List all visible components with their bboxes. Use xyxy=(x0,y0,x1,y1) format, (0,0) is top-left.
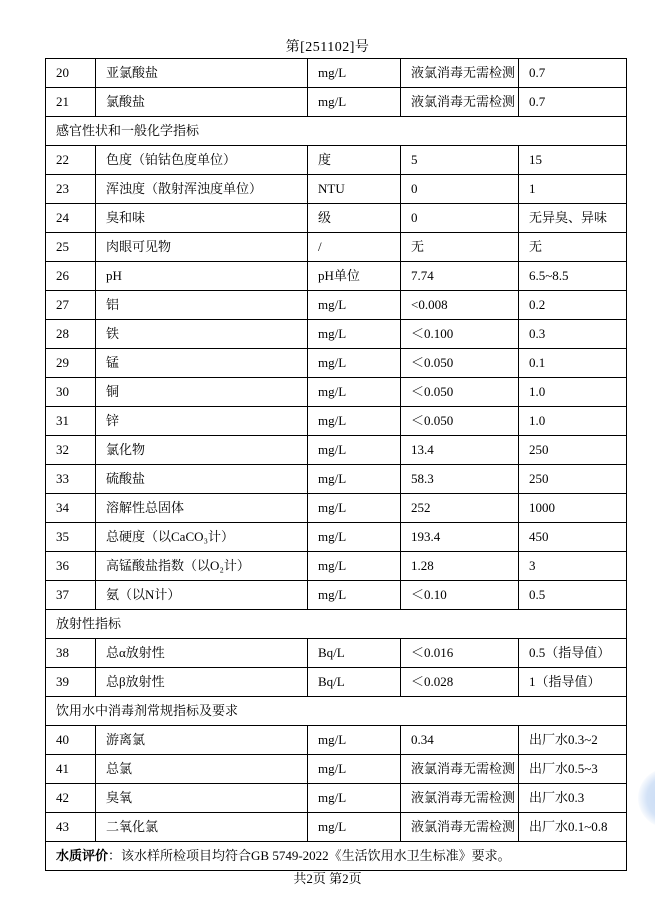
cell-value: 0 xyxy=(401,175,519,204)
cell-unit: mg/L xyxy=(308,349,401,378)
cell-value: 7.74 xyxy=(401,262,519,291)
cell-no: 22 xyxy=(46,146,96,175)
cell-value: 液氯消毒无需检测 xyxy=(401,755,519,784)
cell-unit: mg/L xyxy=(308,407,401,436)
cell-unit: 级 xyxy=(308,204,401,233)
table-row xyxy=(46,88,627,117)
cell-no: 27 xyxy=(46,291,96,320)
doc-number: 第[251102]号 xyxy=(285,40,370,55)
cell-no: 35 xyxy=(46,523,96,552)
cell-limit: 出厂水0.3~2 xyxy=(519,726,627,755)
evaluation-label: 水质评价 xyxy=(56,848,109,863)
cell-unit: mg/L xyxy=(308,465,401,494)
cell-no: 25 xyxy=(46,233,96,262)
table-row xyxy=(46,784,627,813)
cell-no: 41 xyxy=(46,755,96,784)
section-header: 饮用水中消毒剂常规指标及要求 xyxy=(46,697,627,726)
section-header: 感官性状和一般化学指标 xyxy=(46,117,627,146)
cell-value: 0.34 xyxy=(401,726,519,755)
cell-name: 氯化物 xyxy=(96,436,308,465)
cell-name: 氨（以N计） xyxy=(96,581,308,610)
section-header: 放射性指标 xyxy=(46,610,627,639)
cell-limit: 0.7 xyxy=(519,88,627,117)
water-quality-table-body xyxy=(46,59,627,871)
cell-name: 硫酸盐 xyxy=(96,465,308,494)
cell-value: ＜0.050 xyxy=(401,407,519,436)
cell-value: 无 xyxy=(401,233,519,262)
cell-value: 5 xyxy=(401,146,519,175)
cell-name: 色度（铂钴色度单位） xyxy=(96,146,308,175)
cell-value: ＜0.016 xyxy=(401,639,519,668)
cell-name: 氯酸盐 xyxy=(96,88,308,117)
table-row xyxy=(46,146,627,175)
table-row xyxy=(46,378,627,407)
cell-limit: 0.2 xyxy=(519,291,627,320)
table-row xyxy=(46,349,627,378)
cell-unit: mg/L xyxy=(308,494,401,523)
cell-unit: mg/L xyxy=(308,59,401,88)
page-footer: 共2页 第2页 xyxy=(293,871,362,886)
cell-value: ＜0.050 xyxy=(401,378,519,407)
cell-name: 总α放射性 xyxy=(96,639,308,668)
cell-name: pH xyxy=(96,262,308,291)
section-row xyxy=(46,610,627,639)
cell-no: 36 xyxy=(46,552,96,581)
cell-value: ＜0.028 xyxy=(401,668,519,697)
cell-limit: 1.0 xyxy=(519,378,627,407)
table-row xyxy=(46,320,627,349)
table-row xyxy=(46,755,627,784)
cell-unit: mg/L xyxy=(308,88,401,117)
cell-no: 26 xyxy=(46,262,96,291)
cell-limit: 出厂水0.5~3 xyxy=(519,755,627,784)
table-row xyxy=(46,407,627,436)
cell-name: 总β放射性 xyxy=(96,668,308,697)
cell-limit: 6.5~8.5 xyxy=(519,262,627,291)
cell-unit: mg/L xyxy=(308,581,401,610)
cell-name: 溶解性总固体 xyxy=(96,494,308,523)
cell-name: 铁 xyxy=(96,320,308,349)
table-row xyxy=(46,436,627,465)
table-row xyxy=(46,581,627,610)
cell-no: 34 xyxy=(46,494,96,523)
cell-no: 37 xyxy=(46,581,96,610)
cell-no: 43 xyxy=(46,813,96,842)
table-row xyxy=(46,668,627,697)
cell-name: 锰 xyxy=(96,349,308,378)
cell-unit: / xyxy=(308,233,401,262)
cell-limit: 0.5（指导值） xyxy=(519,639,627,668)
evaluation-cell xyxy=(46,842,627,871)
cell-no: 40 xyxy=(46,726,96,755)
cell-unit: mg/L xyxy=(308,813,401,842)
table-row xyxy=(46,59,627,88)
cell-unit: mg/L xyxy=(308,552,401,581)
cell-value: 液氯消毒无需检测 xyxy=(401,784,519,813)
cell-value: 13.4 xyxy=(401,436,519,465)
cell-name: 肉眼可见物 xyxy=(96,233,308,262)
cell-value: 液氯消毒无需检测 xyxy=(401,813,519,842)
cell-name: 浑浊度（散射浑浊度单位） xyxy=(96,175,308,204)
cell-limit: 15 xyxy=(519,146,627,175)
cell-limit: 1（指导值） xyxy=(519,668,627,697)
table-row xyxy=(46,813,627,842)
cell-limit: 无 xyxy=(519,233,627,262)
cell-no: 42 xyxy=(46,784,96,813)
cell-unit: NTU xyxy=(308,175,401,204)
table-row xyxy=(46,523,627,552)
cell-unit: 度 xyxy=(308,146,401,175)
cell-limit: 0.1 xyxy=(519,349,627,378)
cell-name: 臭和味 xyxy=(96,204,308,233)
cell-no: 20 xyxy=(46,59,96,88)
cell-limit: 0.7 xyxy=(519,59,627,88)
cell-unit: mg/L xyxy=(308,726,401,755)
cell-limit: 0.3 xyxy=(519,320,627,349)
cell-limit: 1000 xyxy=(519,494,627,523)
cell-name: 亚氯酸盐 xyxy=(96,59,308,88)
table-row xyxy=(46,639,627,668)
cell-limit: 450 xyxy=(519,523,627,552)
water-quality-table xyxy=(45,58,627,871)
cell-name: 铜 xyxy=(96,378,308,407)
evaluation-text: ：该水样所检项目均符合GB 5749-2022《生活饮用水卫生标准》要求。 xyxy=(108,848,511,863)
cell-limit: 无异臭、异味 xyxy=(519,204,627,233)
cell-no: 21 xyxy=(46,88,96,117)
cell-no: 30 xyxy=(46,378,96,407)
cell-no: 23 xyxy=(46,175,96,204)
cell-value: 252 xyxy=(401,494,519,523)
cell-unit: Bq/L xyxy=(308,668,401,697)
cell-unit: pH单位 xyxy=(308,262,401,291)
table-row xyxy=(46,552,627,581)
cell-limit: 250 xyxy=(519,436,627,465)
cell-value: ＜0.10 xyxy=(401,581,519,610)
cell-value: ＜0.100 xyxy=(401,320,519,349)
section-row xyxy=(46,117,627,146)
cell-unit: mg/L xyxy=(308,436,401,465)
cell-no: 24 xyxy=(46,204,96,233)
cell-limit: 出厂水0.3 xyxy=(519,784,627,813)
cell-value: 液氯消毒无需检测 xyxy=(401,88,519,117)
cell-unit: mg/L xyxy=(308,378,401,407)
cell-unit: mg/L xyxy=(308,784,401,813)
table-row xyxy=(46,726,627,755)
cell-value: 1.28 xyxy=(401,552,519,581)
cell-unit: mg/L xyxy=(308,523,401,552)
cell-no: 39 xyxy=(46,668,96,697)
cell-value: ＜0.050 xyxy=(401,349,519,378)
cell-limit: 250 xyxy=(519,465,627,494)
cell-limit: 0.5 xyxy=(519,581,627,610)
cell-name: 铝 xyxy=(96,291,308,320)
cell-value: 液氯消毒无需检测 xyxy=(401,59,519,88)
cell-value: 0 xyxy=(401,204,519,233)
cell-name: 锌 xyxy=(96,407,308,436)
cell-unit: mg/L xyxy=(308,320,401,349)
cell-name: 总氯 xyxy=(96,755,308,784)
cell-name: 总硬度（以CaCO₃计） xyxy=(96,523,308,552)
watermark-circle-icon xyxy=(638,768,655,828)
cell-limit: 1 xyxy=(519,175,627,204)
table-row xyxy=(46,204,627,233)
cell-name: 臭氧 xyxy=(96,784,308,813)
cell-unit: mg/L xyxy=(308,755,401,784)
cell-limit: 1.0 xyxy=(519,407,627,436)
cell-name: 高锰酸盐指数（以O₂计） xyxy=(96,552,308,581)
cell-no: 28 xyxy=(46,320,96,349)
table-row xyxy=(46,262,627,291)
section-row xyxy=(46,697,627,726)
cell-value: <0.008 xyxy=(401,291,519,320)
cell-limit: 3 xyxy=(519,552,627,581)
cell-value: 58.3 xyxy=(401,465,519,494)
cell-unit: Bq/L xyxy=(308,639,401,668)
evaluation-row xyxy=(46,842,627,871)
cell-no: 29 xyxy=(46,349,96,378)
table-row xyxy=(46,465,627,494)
cell-value: 193.4 xyxy=(401,523,519,552)
cell-limit: 出厂水0.1~0.8 xyxy=(519,813,627,842)
table-row xyxy=(46,494,627,523)
cell-name: 游离氯 xyxy=(96,726,308,755)
cell-unit: mg/L xyxy=(308,291,401,320)
cell-no: 38 xyxy=(46,639,96,668)
cell-name: 二氧化氯 xyxy=(96,813,308,842)
table-row xyxy=(46,291,627,320)
cell-no: 31 xyxy=(46,407,96,436)
table-row xyxy=(46,175,627,204)
table-row xyxy=(46,233,627,262)
cell-no: 33 xyxy=(46,465,96,494)
cell-no: 32 xyxy=(46,436,96,465)
